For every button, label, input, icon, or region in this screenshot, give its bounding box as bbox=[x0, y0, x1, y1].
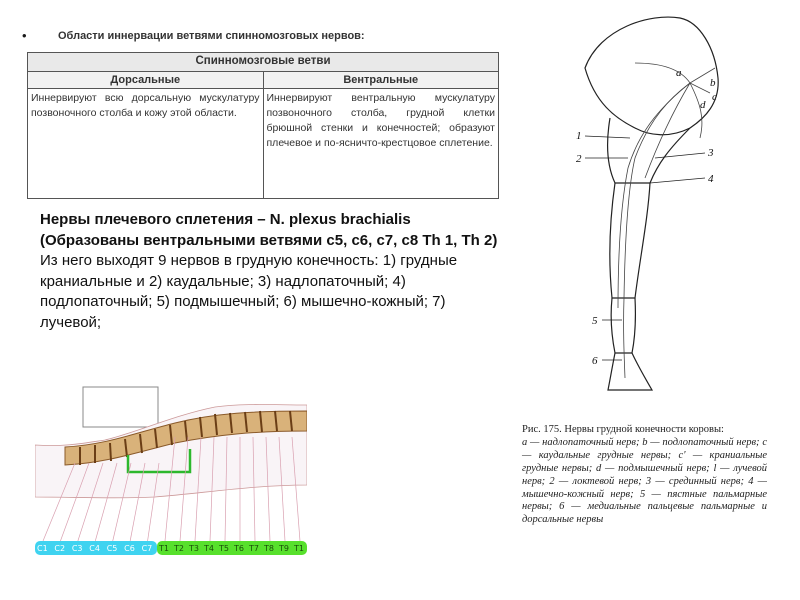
cervical-label: C2 bbox=[54, 544, 66, 553]
thoracic-label: T2 bbox=[174, 544, 184, 553]
cervical-label: C4 bbox=[89, 544, 100, 553]
thoracic-label: T5 bbox=[219, 544, 229, 553]
forearm-outline bbox=[610, 183, 650, 298]
cervical-label: C1 bbox=[37, 544, 48, 553]
paragraph-body: Из него выходят 9 нервов в грудную конечность: 1) грудные краниальные и 2) каудальные; 3) надлопаточный; 4) подлопаточный; 5) подмышечный; 6) мышечно-кожный; 7) лучевой; bbox=[40, 252, 458, 331]
thoracic-label: T6 bbox=[234, 544, 244, 553]
column-header-ventral: Вентральные bbox=[263, 72, 499, 89]
cervical-label: C5 bbox=[106, 544, 118, 553]
ventral-description: Иннервируют вентральную мускулатуру позвоночного столба, грудной клетки брюшной стенки и конечностей; образуют плечевое и по-ясничто-крестцовое сплетение. bbox=[263, 89, 499, 199]
label-1: 1 bbox=[576, 130, 582, 142]
paragraph-bold-lead: Нервы плечевого сплетения – N. plexus brachialis (Образованы вентральными ветвями с5, с6, с7, с8 Th 1, Th 2) bbox=[40, 211, 498, 249]
thoracic-label: T4 bbox=[204, 544, 214, 553]
spine-diagram bbox=[35, 385, 307, 570]
label-d: d bbox=[700, 99, 706, 111]
label-2: 2 bbox=[576, 153, 582, 165]
table-caption: Спинномозговые ветви bbox=[28, 53, 499, 72]
label-c: c bbox=[712, 91, 717, 103]
scapula-outline bbox=[585, 17, 718, 135]
brachial-plexus-paragraph bbox=[40, 210, 500, 333]
cervical-label: C3 bbox=[71, 544, 83, 553]
frame-box bbox=[83, 387, 158, 427]
nerve-branches-table bbox=[27, 52, 499, 199]
label-b: b bbox=[710, 77, 716, 89]
label-5: 5 bbox=[592, 315, 598, 327]
caption-legend: а — надлопаточный нерв; b — подлопаточный нерв; с — каудальные грудные нервы; с' — краниальные грудные нервы; d — подмышечный нерв; l — лучевой нерв; 2 — локтевой нерв; 3 — срединный нерв; 4 — мышечно-кожный нерв; 5 — пястные пальмарные нервы; 6 — медиальные пальцевые пальмарные и дорсальные нервы bbox=[522, 436, 767, 526]
hoof-outline bbox=[608, 353, 652, 390]
figure-caption bbox=[522, 424, 767, 527]
thoracic-label: T9 bbox=[279, 544, 289, 553]
thoracic-label: T7 bbox=[249, 544, 259, 553]
bullet-marker: • bbox=[22, 28, 27, 43]
label-leaders bbox=[585, 136, 705, 360]
label-4: 4 bbox=[708, 173, 714, 185]
thoracic-label: T3 bbox=[189, 544, 199, 553]
label-a: a bbox=[676, 67, 682, 79]
label-6: 6 bbox=[592, 355, 598, 367]
thoracic-label: T1 bbox=[159, 544, 169, 553]
cervical-label: C6 bbox=[124, 544, 135, 553]
label-3: 3 bbox=[708, 147, 714, 159]
cervical-label: C7 bbox=[141, 544, 153, 553]
forelimb-nerves-figure bbox=[540, 8, 780, 400]
thoracic-label: T1 bbox=[294, 544, 304, 553]
upper-arm-outline bbox=[608, 118, 690, 183]
dorsal-description: Иннервируют всю дорсальную мускулатуру позвоночного столба и кожу этой области. bbox=[28, 89, 264, 199]
column-header-dorsal: Дорсальные bbox=[28, 72, 264, 89]
thoracic-label: T8 bbox=[264, 544, 274, 553]
caption-title: Рис. 175. Нервы грудной конечности коровы: bbox=[522, 424, 724, 435]
section-heading: Области иннервации ветвями спинномозговых нервов: bbox=[58, 30, 365, 42]
